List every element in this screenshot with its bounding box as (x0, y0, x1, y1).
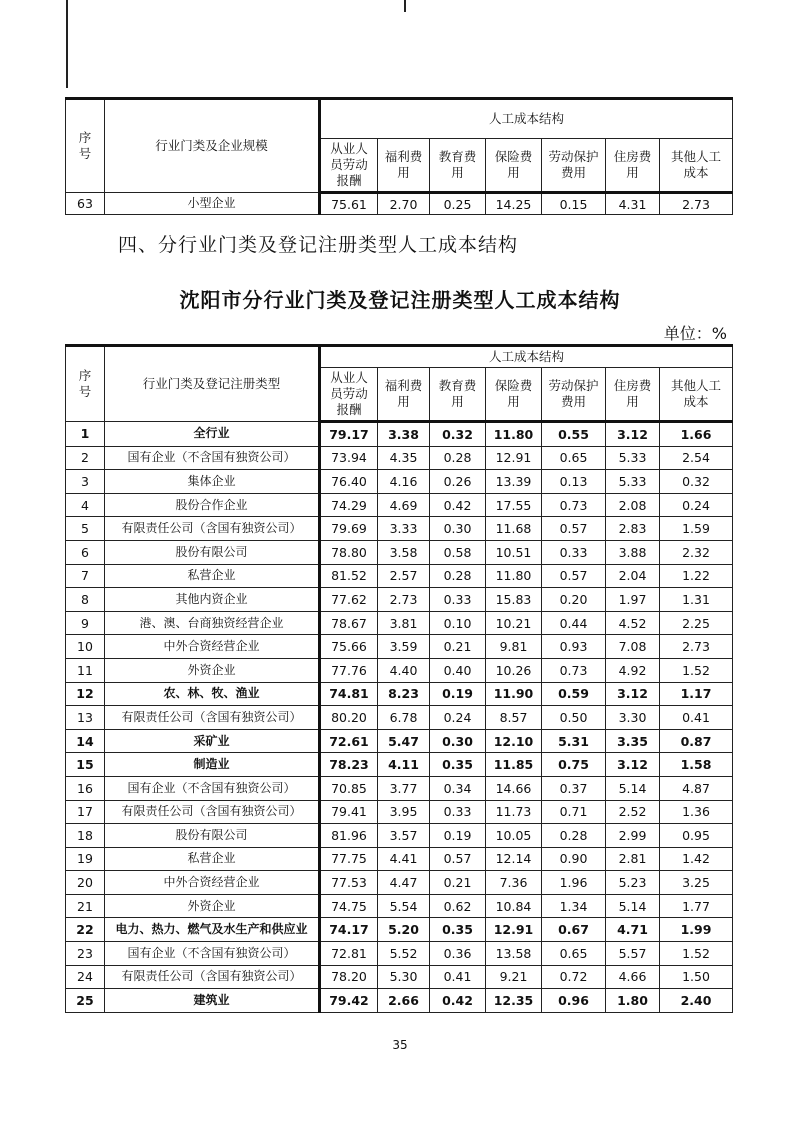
row-value: 0.93 (542, 635, 606, 659)
row-value: 3.81 (378, 611, 430, 635)
row-value: 0.71 (542, 800, 606, 824)
row-value: 9.21 (486, 965, 542, 989)
row-value: 0.90 (542, 847, 606, 871)
row-value: 5.33 (606, 446, 660, 470)
row-value: 0.59 (542, 682, 606, 706)
row-index: 24 (66, 965, 105, 989)
header-column: 教育费用 (430, 368, 486, 422)
row-value: 10.51 (486, 540, 542, 564)
row-index: 23 (66, 942, 105, 966)
row-value: 72.81 (320, 942, 378, 966)
row-value: 2.54 (660, 446, 733, 470)
row-value: 5.57 (606, 942, 660, 966)
row-value: 76.40 (320, 470, 378, 494)
row-value: 11.73 (486, 800, 542, 824)
table-row (66, 847, 733, 871)
row-value: 4.71 (606, 918, 660, 942)
table-row (66, 611, 733, 635)
row-value: 3.30 (606, 706, 660, 730)
header-column: 其他人工成本 (660, 139, 733, 193)
row-index: 25 (66, 989, 105, 1013)
row-category: 中外合资经营企业 (105, 635, 320, 659)
continued-table (65, 97, 733, 215)
header-column: 保险费用 (486, 139, 542, 193)
row-category: 国有企业（不含国有独资公司） (105, 776, 320, 800)
row-value: 3.95 (378, 800, 430, 824)
row-value: 14.66 (486, 776, 542, 800)
row-value: 5.47 (378, 729, 430, 753)
row-value: 2.66 (378, 989, 430, 1013)
row-value: 0.30 (430, 729, 486, 753)
row-value: 81.52 (320, 564, 378, 588)
row-value: 3.12 (606, 422, 660, 447)
table-row (66, 918, 733, 942)
row-value: 1.66 (660, 422, 733, 447)
table-row (66, 588, 733, 612)
row-value: 0.50 (542, 706, 606, 730)
row-index: 7 (66, 564, 105, 588)
row-value: 1.52 (660, 942, 733, 966)
section-heading: 四、分行业门类及登记注册类型人工成本结构 (118, 234, 519, 256)
row-category: 其他内资企业 (105, 588, 320, 612)
table-row (66, 989, 733, 1013)
row-value: 0.55 (542, 422, 606, 447)
row-value: 81.96 (320, 824, 378, 848)
row-category: 小型企业 (105, 193, 320, 215)
row-index: 11 (66, 658, 105, 682)
row-value: 4.40 (378, 658, 430, 682)
table-row (66, 753, 733, 777)
row-index: 3 (66, 470, 105, 494)
row-value: 0.28 (430, 564, 486, 588)
row-value: 9.81 (486, 635, 542, 659)
header-index: 序号 (66, 346, 105, 422)
table-row (66, 493, 733, 517)
row-value: 80.20 (320, 706, 378, 730)
table-row (66, 517, 733, 541)
header-category: 行业门类及登记注册类型 (105, 346, 320, 422)
table-row (66, 470, 733, 494)
row-value: 0.37 (542, 776, 606, 800)
row-value: 3.59 (378, 635, 430, 659)
row-category: 有限责任公司（含国有独资公司） (105, 706, 320, 730)
row-value: 0.24 (660, 493, 733, 517)
row-index: 15 (66, 753, 105, 777)
row-index: 10 (66, 635, 105, 659)
header-column: 福利费用 (378, 139, 430, 193)
row-value: 0.57 (542, 564, 606, 588)
row-value: 2.73 (378, 588, 430, 612)
row-value: 1.17 (660, 682, 733, 706)
row-category: 港、澳、台商独资经营企业 (105, 611, 320, 635)
row-value: 0.26 (430, 470, 486, 494)
header-column: 其他人工成本 (660, 368, 733, 422)
row-value: 4.47 (378, 871, 430, 895)
row-value: 3.77 (378, 776, 430, 800)
row-value: 75.66 (320, 635, 378, 659)
row-value: 4.66 (606, 965, 660, 989)
row-category: 外资企业 (105, 658, 320, 682)
row-value: 0.65 (542, 942, 606, 966)
row-value: 78.80 (320, 540, 378, 564)
row-value: 4.52 (606, 611, 660, 635)
row-value: 0.72 (542, 965, 606, 989)
row-value: 2.70 (378, 193, 430, 215)
row-value: 0.41 (430, 965, 486, 989)
row-value: 8.23 (378, 682, 430, 706)
row-value: 1.58 (660, 753, 733, 777)
header-column: 劳动保护费用 (542, 139, 606, 193)
header-column: 住房费用 (606, 139, 660, 193)
header-column: 从业人员劳动报酬 (320, 139, 378, 193)
table-row (66, 800, 733, 824)
scan-edge-right (404, 0, 406, 12)
continued-table-body (66, 99, 733, 215)
row-value: 10.05 (486, 824, 542, 848)
row-value: 0.44 (542, 611, 606, 635)
row-value: 11.80 (486, 564, 542, 588)
header-column: 福利费用 (378, 368, 430, 422)
row-value: 5.14 (606, 894, 660, 918)
row-value: 79.42 (320, 989, 378, 1013)
row-value: 1.42 (660, 847, 733, 871)
table-row (66, 894, 733, 918)
row-value: 5.14 (606, 776, 660, 800)
row-value: 1.99 (660, 918, 733, 942)
row-index: 9 (66, 611, 105, 635)
table-row (66, 635, 733, 659)
header-column: 保险费用 (486, 368, 542, 422)
row-category: 股份有限公司 (105, 824, 320, 848)
header-group: 人工成本结构 (320, 346, 733, 368)
row-value: 4.11 (378, 753, 430, 777)
row-value: 2.04 (606, 564, 660, 588)
row-value: 74.81 (320, 682, 378, 706)
row-value: 3.12 (606, 682, 660, 706)
row-value: 11.90 (486, 682, 542, 706)
row-value: 75.61 (320, 193, 378, 215)
row-value: 12.10 (486, 729, 542, 753)
row-value: 0.15 (542, 193, 606, 215)
row-value: 14.25 (486, 193, 542, 215)
table-row (66, 682, 733, 706)
row-value: 4.41 (378, 847, 430, 871)
row-value: 2.52 (606, 800, 660, 824)
row-index: 13 (66, 706, 105, 730)
row-value: 1.97 (606, 588, 660, 612)
row-category: 股份合作企业 (105, 493, 320, 517)
row-value: 4.16 (378, 470, 430, 494)
row-value: 2.25 (660, 611, 733, 635)
row-value: 12.35 (486, 989, 542, 1013)
row-value: 78.67 (320, 611, 378, 635)
row-value: 0.58 (430, 540, 486, 564)
row-value: 3.33 (378, 517, 430, 541)
row-value: 77.53 (320, 871, 378, 895)
row-value: 5.52 (378, 942, 430, 966)
header-row-group (66, 346, 733, 368)
row-value: 4.31 (606, 193, 660, 215)
row-value: 2.81 (606, 847, 660, 871)
row-value: 0.10 (430, 611, 486, 635)
row-value: 74.17 (320, 918, 378, 942)
row-value: 0.42 (430, 989, 486, 1013)
table-row (66, 540, 733, 564)
row-category: 全行业 (105, 422, 320, 447)
row-index: 2 (66, 446, 105, 470)
row-value: 0.35 (430, 753, 486, 777)
table-row (66, 942, 733, 966)
row-value: 17.55 (486, 493, 542, 517)
row-value: 5.31 (542, 729, 606, 753)
unit-label: 单位：% (663, 324, 727, 343)
row-category: 制造业 (105, 753, 320, 777)
row-value: 0.30 (430, 517, 486, 541)
table-title: 沈阳市分行业门类及登记注册类型人工成本结构 (179, 288, 621, 312)
row-value: 0.33 (430, 588, 486, 612)
row-value: 0.65 (542, 446, 606, 470)
row-value: 0.34 (430, 776, 486, 800)
row-value: 2.73 (660, 193, 733, 215)
row-value: 78.20 (320, 965, 378, 989)
table-row (66, 193, 733, 215)
row-index: 4 (66, 493, 105, 517)
scan-edge-left (66, 0, 68, 88)
row-category: 中外合资经营企业 (105, 871, 320, 895)
row-value: 1.22 (660, 564, 733, 588)
row-value: 0.13 (542, 470, 606, 494)
row-value: 0.96 (542, 989, 606, 1013)
row-value: 5.20 (378, 918, 430, 942)
row-value: 0.67 (542, 918, 606, 942)
row-value: 4.92 (606, 658, 660, 682)
table-row (66, 564, 733, 588)
row-value: 12.91 (486, 446, 542, 470)
row-category: 国有企业（不含国有独资公司） (105, 446, 320, 470)
row-category: 电力、热力、燃气及水生产和供应业 (105, 918, 320, 942)
header-column: 劳动保护费用 (542, 368, 606, 422)
row-value: 0.20 (542, 588, 606, 612)
row-index: 21 (66, 894, 105, 918)
table-row (66, 729, 733, 753)
labor-cost-structure-table-body (66, 346, 733, 1013)
row-value: 10.26 (486, 658, 542, 682)
row-value: 0.25 (430, 193, 486, 215)
row-value: 7.08 (606, 635, 660, 659)
row-value: 0.32 (430, 422, 486, 447)
row-value: 10.21 (486, 611, 542, 635)
row-index: 18 (66, 824, 105, 848)
row-value: 0.28 (542, 824, 606, 848)
row-value: 11.80 (486, 422, 542, 447)
row-value: 0.19 (430, 682, 486, 706)
row-value: 1.59 (660, 517, 733, 541)
row-value: 2.32 (660, 540, 733, 564)
row-value: 5.33 (606, 470, 660, 494)
row-value: 3.38 (378, 422, 430, 447)
row-index: 63 (66, 193, 105, 215)
row-value: 0.57 (542, 517, 606, 541)
row-value: 0.87 (660, 729, 733, 753)
row-value: 1.77 (660, 894, 733, 918)
row-value: 2.83 (606, 517, 660, 541)
row-value: 79.41 (320, 800, 378, 824)
row-value: 3.25 (660, 871, 733, 895)
row-value: 72.61 (320, 729, 378, 753)
row-value: 13.58 (486, 942, 542, 966)
row-value: 77.76 (320, 658, 378, 682)
row-value: 3.57 (378, 824, 430, 848)
row-category: 外资企业 (105, 894, 320, 918)
page-number: 35 (392, 1038, 408, 1052)
row-value: 2.73 (660, 635, 733, 659)
row-value: 11.85 (486, 753, 542, 777)
table-row (66, 446, 733, 470)
row-value: 1.31 (660, 588, 733, 612)
row-value: 1.50 (660, 965, 733, 989)
row-index: 12 (66, 682, 105, 706)
row-value: 1.80 (606, 989, 660, 1013)
row-category: 国有企业（不含国有独资公司） (105, 942, 320, 966)
row-value: 79.17 (320, 422, 378, 447)
header-group: 人工成本结构 (320, 99, 733, 139)
row-value: 0.75 (542, 753, 606, 777)
header-category: 行业门类及企业规模 (105, 99, 320, 193)
row-value: 77.62 (320, 588, 378, 612)
row-value: 0.36 (430, 942, 486, 966)
row-value: 4.87 (660, 776, 733, 800)
table-row (66, 422, 733, 447)
row-value: 3.12 (606, 753, 660, 777)
row-value: 0.35 (430, 918, 486, 942)
header-column: 从业人员劳动报酬 (320, 368, 378, 422)
row-index: 17 (66, 800, 105, 824)
row-index: 6 (66, 540, 105, 564)
row-value: 0.24 (430, 706, 486, 730)
row-value: 5.23 (606, 871, 660, 895)
row-index: 14 (66, 729, 105, 753)
row-index: 8 (66, 588, 105, 612)
row-category: 有限责任公司（含国有独资公司） (105, 800, 320, 824)
row-index: 19 (66, 847, 105, 871)
row-value: 2.99 (606, 824, 660, 848)
row-value: 1.36 (660, 800, 733, 824)
row-value: 7.36 (486, 871, 542, 895)
row-value: 8.57 (486, 706, 542, 730)
row-value: 1.96 (542, 871, 606, 895)
row-value: 0.62 (430, 894, 486, 918)
row-value: 78.23 (320, 753, 378, 777)
row-value: 4.35 (378, 446, 430, 470)
table-row (66, 871, 733, 895)
row-value: 5.30 (378, 965, 430, 989)
row-value: 0.40 (430, 658, 486, 682)
row-value: 74.75 (320, 894, 378, 918)
row-value: 0.28 (430, 446, 486, 470)
table-row (66, 824, 733, 848)
row-category: 股份有限公司 (105, 540, 320, 564)
row-value: 2.40 (660, 989, 733, 1013)
row-value: 12.91 (486, 918, 542, 942)
row-index: 20 (66, 871, 105, 895)
row-value: 74.29 (320, 493, 378, 517)
row-value: 11.68 (486, 517, 542, 541)
table-row (66, 706, 733, 730)
row-value: 77.75 (320, 847, 378, 871)
table-row (66, 776, 733, 800)
row-value: 0.21 (430, 871, 486, 895)
row-index: 16 (66, 776, 105, 800)
header-row-group (66, 99, 733, 139)
header-column: 教育费用 (430, 139, 486, 193)
row-value: 2.57 (378, 564, 430, 588)
labor-cost-structure-table (65, 344, 733, 1013)
row-category: 建筑业 (105, 989, 320, 1013)
row-value: 0.57 (430, 847, 486, 871)
row-value: 0.95 (660, 824, 733, 848)
row-value: 6.78 (378, 706, 430, 730)
header-index: 序号 (66, 99, 105, 193)
row-category: 农、林、牧、渔业 (105, 682, 320, 706)
row-value: 15.83 (486, 588, 542, 612)
row-value: 0.19 (430, 824, 486, 848)
row-value: 0.42 (430, 493, 486, 517)
header-column: 住房费用 (606, 368, 660, 422)
row-value: 3.88 (606, 540, 660, 564)
table-row (66, 965, 733, 989)
table-row (66, 658, 733, 682)
row-value: 5.54 (378, 894, 430, 918)
row-value: 0.41 (660, 706, 733, 730)
row-category: 有限责任公司（含国有独资公司） (105, 517, 320, 541)
row-value: 0.73 (542, 493, 606, 517)
row-value: 0.73 (542, 658, 606, 682)
row-value: 1.52 (660, 658, 733, 682)
row-index: 1 (66, 422, 105, 447)
row-value: 79.69 (320, 517, 378, 541)
row-value: 0.33 (542, 540, 606, 564)
row-value: 0.21 (430, 635, 486, 659)
row-value: 73.94 (320, 446, 378, 470)
row-value: 10.84 (486, 894, 542, 918)
row-category: 采矿业 (105, 729, 320, 753)
row-category: 私营企业 (105, 847, 320, 871)
row-value: 3.58 (378, 540, 430, 564)
row-value: 4.69 (378, 493, 430, 517)
row-value: 0.33 (430, 800, 486, 824)
row-value: 13.39 (486, 470, 542, 494)
row-value: 2.08 (606, 493, 660, 517)
row-value: 1.34 (542, 894, 606, 918)
row-value: 70.85 (320, 776, 378, 800)
row-index: 5 (66, 517, 105, 541)
row-value: 3.35 (606, 729, 660, 753)
row-category: 集体企业 (105, 470, 320, 494)
row-value: 0.32 (660, 470, 733, 494)
row-category: 有限责任公司（含国有独资公司） (105, 965, 320, 989)
row-value: 12.14 (486, 847, 542, 871)
row-category: 私营企业 (105, 564, 320, 588)
row-index: 22 (66, 918, 105, 942)
